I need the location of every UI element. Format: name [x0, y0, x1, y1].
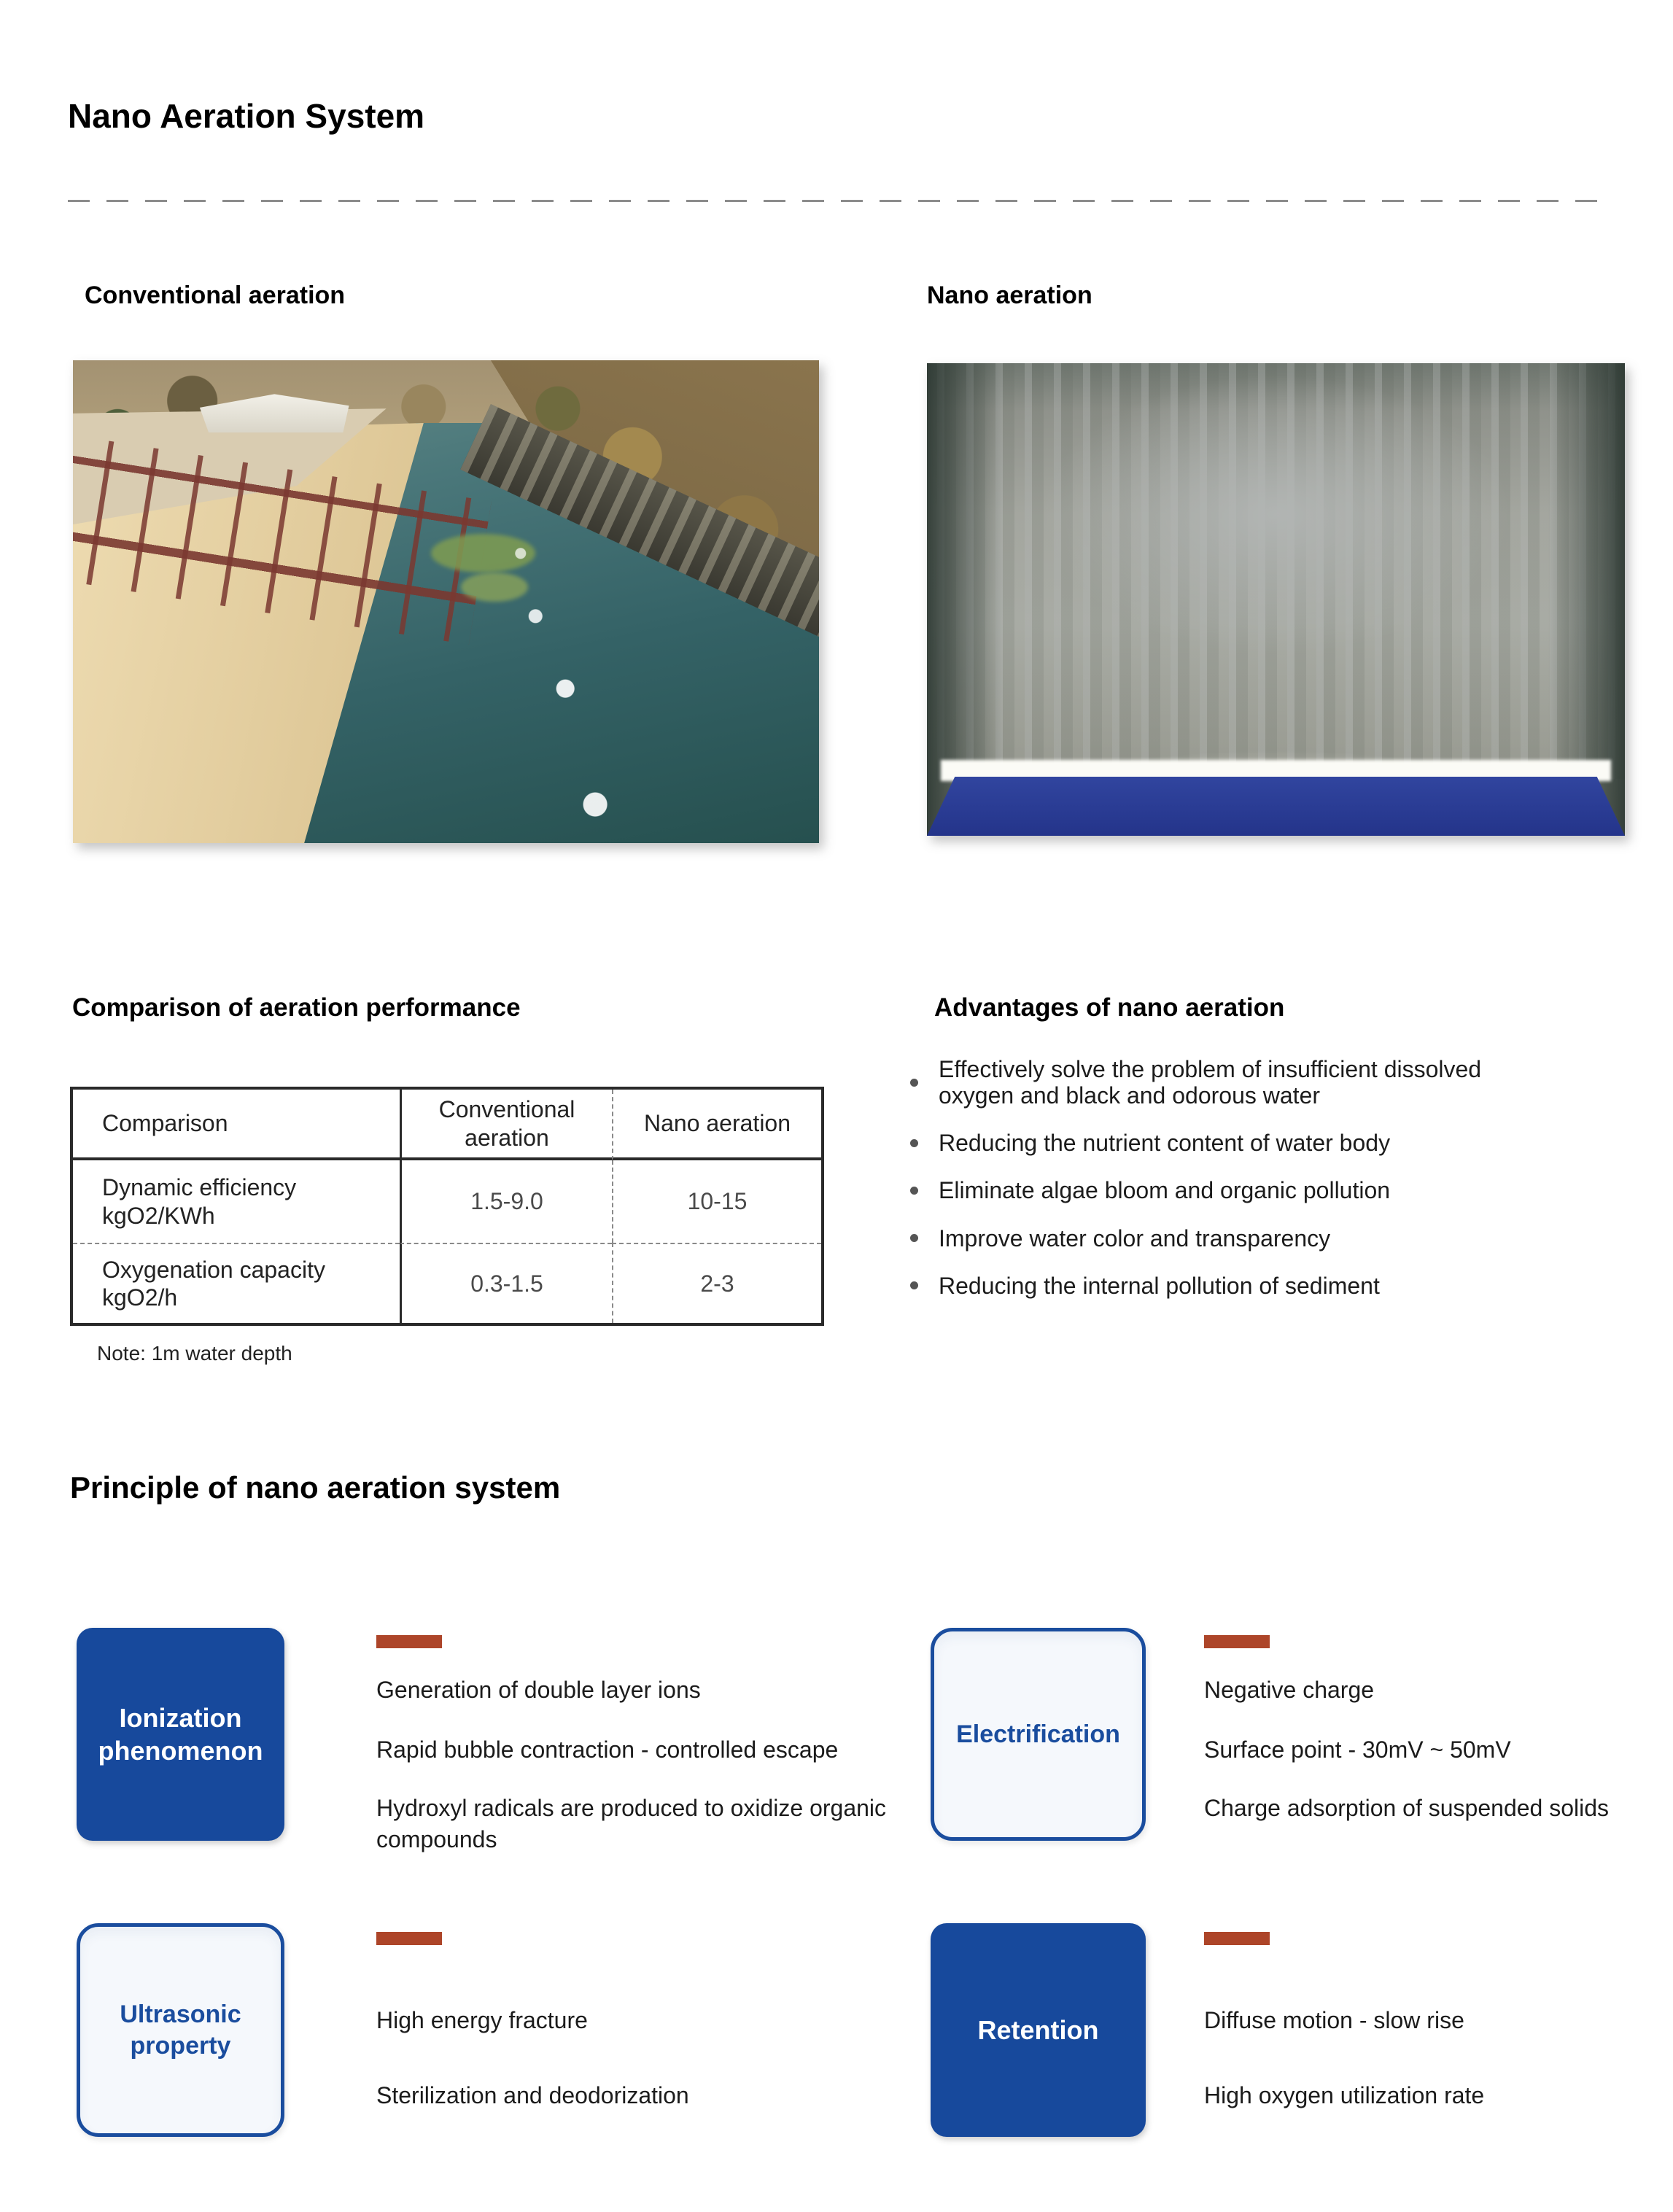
row2-label-line2: kgO2/h — [102, 1284, 178, 1311]
card-point: Sterilization and deodorization — [376, 2082, 689, 2108]
table-row-label — [73, 1160, 400, 1243]
list-item: Effectively solve the problem of insufficient dissolved oxygen and black and odorous water — [910, 1056, 1508, 1109]
accent-dash-icon — [376, 1635, 442, 1648]
page-title: Nano Aeration System — [68, 97, 425, 135]
table-header-conventional: Conventional aeration — [400, 1090, 612, 1160]
accent-dash-icon — [1204, 1635, 1270, 1648]
photo-aerator-bubbles — [73, 360, 819, 843]
table-cell-nano-2: 2-3 — [612, 1243, 821, 1323]
card-point: High energy fracture — [376, 2007, 588, 2033]
card-label: Ionization phenomenon — [98, 1703, 263, 1766]
dashed-separator — [68, 200, 1607, 202]
conventional-aeration-photo — [73, 360, 819, 843]
accent-dash-icon — [376, 1932, 442, 1945]
comparison-table — [70, 1087, 824, 1326]
card-point: Hydroxyl radicals are produced to oxidize organic compounds — [376, 1795, 887, 1852]
bullet-icon — [910, 1079, 918, 1087]
card-electrification — [931, 1628, 1146, 1841]
table-header-nano: Nano aeration — [612, 1090, 821, 1160]
card-point: High oxygen utilization rate — [1204, 2082, 1485, 2108]
table-cell-nano-1: 10-15 — [612, 1160, 821, 1243]
card-retention — [931, 1923, 1146, 2137]
bullet-icon — [910, 1139, 918, 1147]
card-point: Surface point - 30mV ~ 50mV — [1204, 1736, 1511, 1763]
comparison-heading: Comparison of aeration performance — [72, 993, 521, 1022]
row1-label-line1: Dynamic efficiency — [102, 1174, 297, 1201]
table-cell-conventional-1: 1.5-9.0 — [400, 1160, 612, 1243]
list-item: Reducing the internal pollution of sediment — [910, 1273, 1508, 1299]
table-header-comparison: Comparison — [73, 1090, 400, 1160]
photo-blue-tank-edge — [927, 777, 1625, 836]
list-item: Improve water color and transparency — [910, 1225, 1508, 1251]
advantages-list — [910, 1056, 1508, 1320]
bullet-icon — [910, 1187, 918, 1195]
card-point: Rapid bubble contraction - controlled escape — [376, 1736, 839, 1763]
nano-aeration-photo — [927, 363, 1625, 836]
card-point: Charge adsorption of suspended solids — [1204, 1795, 1610, 1821]
caption-conventional-aeration: Conventional aeration — [85, 282, 346, 309]
card-point: Negative charge — [1204, 1677, 1375, 1703]
accent-dash-icon — [1204, 1932, 1270, 1945]
row1-label-line2: kgO2/KWh — [102, 1202, 215, 1229]
bullet-icon — [910, 1281, 918, 1289]
card-label: Ultrasonic property — [120, 2000, 241, 2060]
bullet-icon — [910, 1234, 918, 1242]
card-ionization-phenomenon — [77, 1628, 284, 1841]
card-point: Diffuse motion - slow rise — [1204, 2007, 1464, 2033]
row2-label-line1: Oxygenation capacity — [102, 1256, 325, 1283]
principle-heading: Principle of nano aeration system — [70, 1470, 561, 1505]
caption-nano-aeration: Nano aeration — [927, 282, 1092, 309]
table-note: Note: 1m water depth — [97, 1342, 292, 1365]
card-label: Electrification — [956, 1720, 1120, 1748]
card-ultrasonic-property — [77, 1923, 284, 2137]
advantages-heading: Advantages of nano aeration — [934, 993, 1285, 1022]
list-item: Eliminate algae bloom and organic pollution — [910, 1177, 1508, 1203]
table-row-label — [73, 1243, 400, 1323]
list-item: Reducing the nutrient content of water body — [910, 1130, 1508, 1156]
card-label: Retention — [977, 2015, 1099, 2045]
table-cell-conventional-2: 0.3-1.5 — [400, 1243, 612, 1323]
card-point: Generation of double layer ions — [376, 1677, 701, 1703]
